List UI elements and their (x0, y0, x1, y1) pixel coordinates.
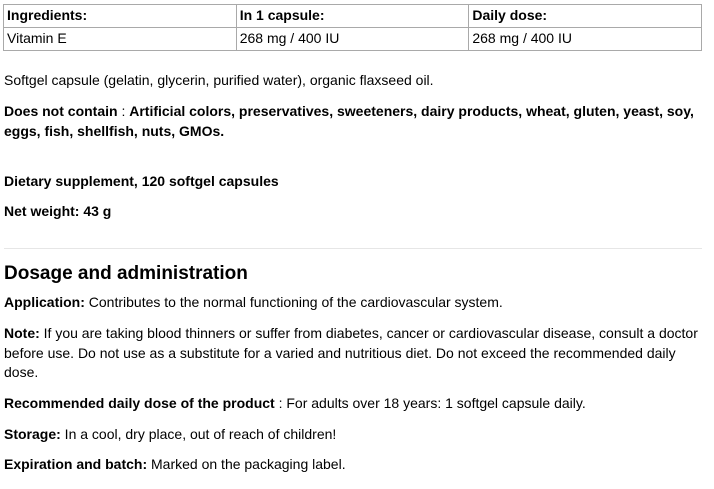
recommended-dose-text (4, 394, 704, 414)
does-not-contain-value: Artificial colors, preservatives, sweeteners, dairy products, wheat, gluten, yeast, soy, eggs, fish, shellfish, nuts, GMOs. (4, 103, 694, 139)
expiration-label: Expiration and batch: (4, 456, 148, 472)
application-value: Contributes to the normal functioning of the cardiovascular system. (84, 294, 503, 310)
header-daily-dose: Daily dose: (469, 5, 702, 28)
ingredient-name: Vitamin E (4, 28, 237, 51)
expiration-text (4, 455, 704, 475)
recommended-dose-label: Recommended daily dose of the product (4, 395, 275, 411)
storage-text (4, 425, 704, 445)
table-row (4, 28, 702, 51)
ingredient-per-capsule: 268 mg / 400 IU (236, 28, 469, 51)
does-not-contain-label: Does not contain (4, 103, 118, 119)
header-ingredients: Ingredients: (4, 5, 237, 28)
storage-label: Storage: (4, 426, 61, 442)
recommended-dose-value: : For adults over 18 years: 1 softgel capsule daily. (274, 395, 586, 411)
dosage-heading: Dosage and administration (4, 263, 248, 284)
note-value: If you are taking blood thinners or suffer from diabetes, cancer or cardiovascular disease, consult a doctor before use. Do not use as a substitute for a varied and nutritious diet. Do not exceed the recommended daily dose. (4, 325, 698, 380)
header-in-1-capsule: In 1 capsule: (236, 5, 469, 28)
application-text (4, 293, 704, 313)
ingredient-daily-dose: 268 mg / 400 IU (469, 28, 702, 51)
table-header-row (4, 5, 702, 28)
ingredients-table (3, 4, 702, 51)
does-not-contain-separator: : (117, 103, 130, 119)
composition-text: Softgel capsule (gelatin, glycerin, purified water), organic flaxseed oil. (4, 72, 434, 88)
supplement-info: Dietary supplement, 120 softgel capsules (4, 173, 279, 189)
application-label: Application: (4, 294, 85, 310)
storage-value: In a cool, dry place, out of reach of children! (60, 426, 337, 442)
expiration-value: Marked on the packaging label. (147, 456, 346, 472)
section-divider (4, 248, 702, 249)
does-not-contain (4, 102, 704, 141)
note-text (4, 324, 704, 383)
note-label: Note: (4, 325, 40, 341)
net-weight: Net weight: 43 g (4, 203, 112, 219)
